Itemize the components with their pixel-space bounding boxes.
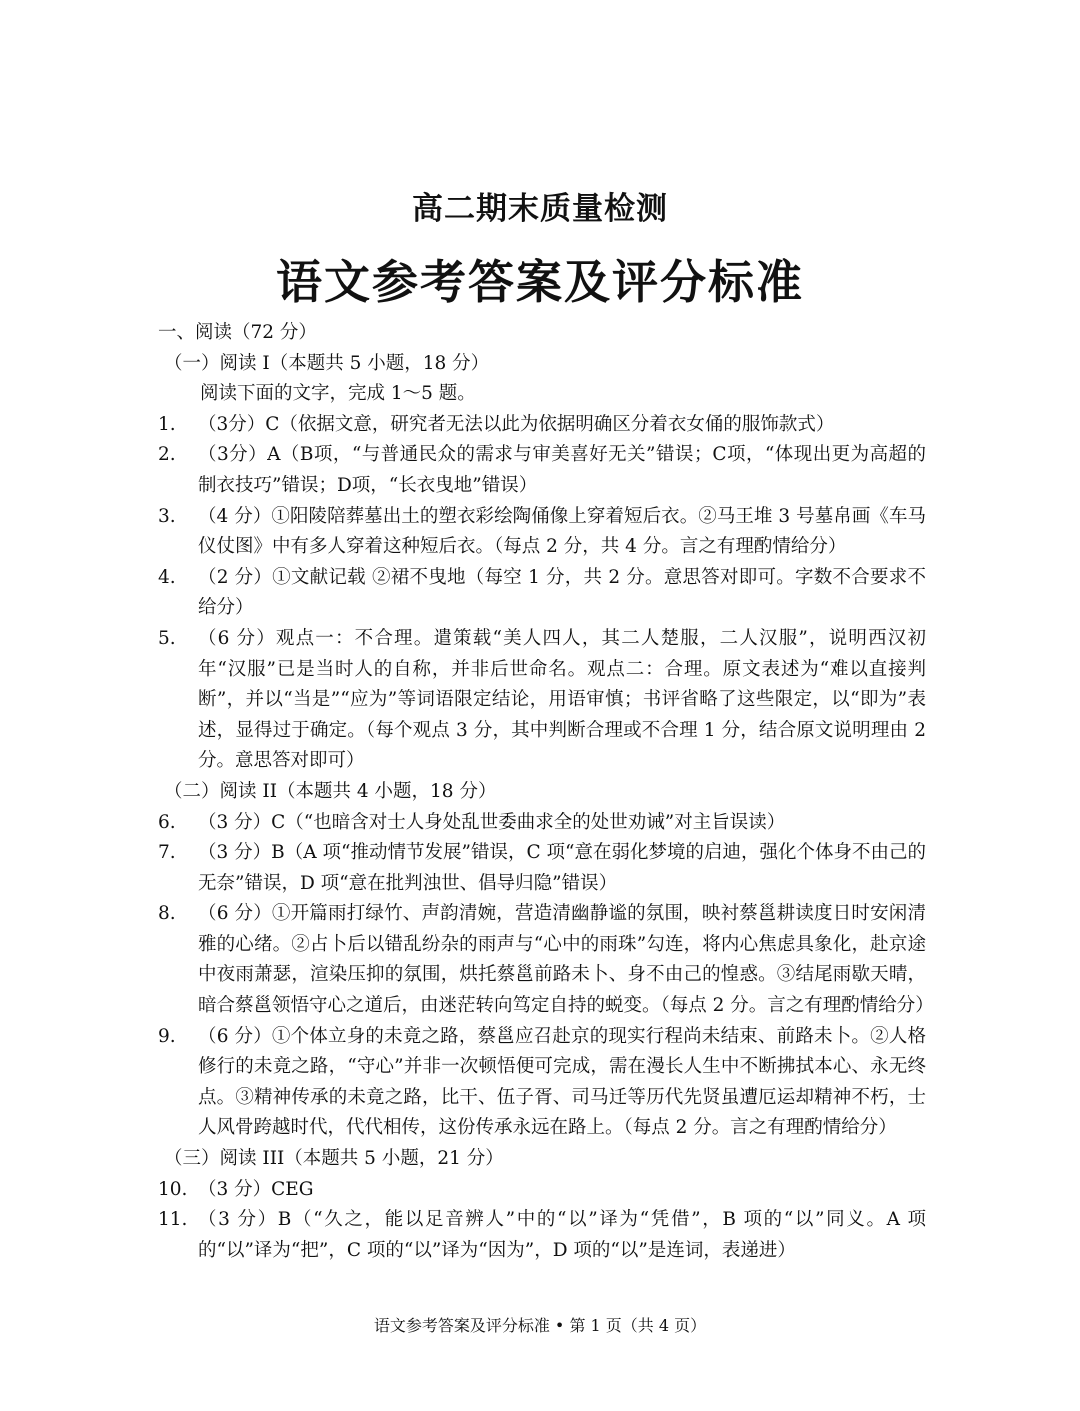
- answer-text: （3分）C（依据文意，研究者无法以此为依据明确区分着衣女俑的服饰款式）: [198, 413, 835, 435]
- answer-text: （3 分）C（“也暗含对士人身处乱世委曲求全的处世劝诫”对主旨误读）: [198, 811, 786, 833]
- answer-number: 7.: [158, 842, 176, 864]
- subsection-heading: （一）阅读 I（本题共 5 小题，18 分）: [164, 352, 490, 374]
- document-title: 语文参考答案及评分标准: [276, 255, 804, 309]
- answer-item: [158, 838, 926, 899]
- exam-title: 高二期末质量检测: [412, 191, 668, 227]
- answer-item: [158, 1205, 926, 1266]
- answer-number: 9.: [158, 1025, 176, 1047]
- section-heading: 一、阅读（72 分）: [158, 322, 317, 343]
- answer-item: [158, 1175, 926, 1206]
- answer-item: [158, 1022, 926, 1144]
- answer-item: [158, 808, 926, 839]
- answer-number: 10.: [158, 1178, 188, 1200]
- answer-content: [158, 318, 934, 1266]
- answer-number: 4.: [158, 566, 176, 588]
- answer-text: （6 分）观点一：不合理。遣策载“美人四人，其二人楚服，二人汉服”，说明西汉初年“汉服”已是当时人的自称，并非后世命名。观点二：合理。原文表述为“难以直接判断”，并以“当是”“应为”等词语限定结论，用语审慎；书评省略了这些限定，以“即为”表述，显得过于确定。（每个观点 3 分，其中判断合理或不合理 1 分，结合原文说明理由 2 分。意思答对即可）: [198, 627, 926, 772]
- subsection-heading: （二）阅读 II（本题共 4 小题，18 分）: [164, 780, 497, 802]
- answer-number: 5.: [158, 627, 176, 649]
- answer-number: 2.: [158, 444, 176, 466]
- answer-text: （3 分）CEG: [198, 1178, 314, 1200]
- answer-text: （6 分）①个体立身的未竟之路，蔡邕应召赴京的现实行程尚未结束、前路未卜。②人格修行的未竟之路，“守心”并非一次顿悟便可完成，需在漫长人生中不断拂拭本心、永无终点。③精神传承的未竟之路，比干、伍子胥、司马迁等历代先贤虽遭厄运却精神不朽，士人风骨跨越时代，代代相传，这份传承永远在路上。（每点 2 分。言之有理酌情给分）: [198, 1025, 926, 1139]
- answer-item: [158, 440, 926, 501]
- answer-item: [158, 410, 926, 441]
- answer-text: （6 分）①开篇雨打绿竹、声韵清婉，营造清幽静谧的氛围，映衬蔡邕耕读度日时安闲清雅的心绪。②占卜后以错乱纷杂的雨声与“心中的雨珠”勾连，将内心焦虑具象化，赴京途中夜雨萧瑟，渲染压抑的氛围，烘托蔡邕前路未卜、身不由己的惶惑。③结尾雨歇天晴，暗合蔡邕领悟守心之道后，由迷茫转向笃定自持的蜕变。（每点 2 分。言之有理酌情给分）: [198, 903, 934, 1017]
- answer-text: （3 分）B（“久之，能以足音辨人”中的“以”译为“凭借”，B 项的“以”同义。A 项的“以”译为“把”，C 项的“以”译为“因为”，D 项的“以”是连词，表递进）: [198, 1209, 926, 1261]
- answer-text: （3分）A（B项，“与普通民众的需求与审美喜好无关”错误；C项，“体现出更为高超的制衣技巧”错误；D项，“长衣曳地”错误）: [198, 444, 926, 496]
- answer-text: （3 分）B（A 项“推动情节发展”错误，C 项“意在弱化梦境的启迪，强化个体身不由己的无奈”错误，D 项“意在批判浊世、倡导归隐”错误）: [198, 842, 926, 894]
- answer-number: 1.: [158, 413, 176, 435]
- answer-number: 8.: [158, 903, 176, 925]
- answer-number: 3.: [158, 505, 176, 527]
- answer-text: （2 分）①文献记载 ②裙不曳地（每空 1 分，共 2 分。意思答对即可。字数不合要求不给分）: [198, 566, 926, 619]
- answer-item: [158, 502, 926, 563]
- answer-item: [158, 899, 934, 1021]
- answer-item: [158, 624, 926, 777]
- answer-item: [158, 563, 926, 624]
- answer-number: 6.: [158, 811, 176, 833]
- instruction-text: 阅读下面的文字，完成 1～5 题。: [200, 383, 476, 405]
- subsection-heading: （三）阅读 III（本题共 5 小题，21 分）: [164, 1148, 504, 1170]
- answer-text: （4 分）①阳陵陪葬墓出土的塑衣彩绘陶俑像上穿着短后衣。②马王堆 3 号墓帛画《车马仪仗图》中有多人穿着这种短后衣。（每点 2 分，共 4 分。言之有理酌情给分）: [198, 505, 926, 558]
- answer-number: 11.: [158, 1209, 188, 1231]
- page-footer: 语文参考答案及评分标准 • 第 1 页（共 4 页）: [373, 1316, 707, 1335]
